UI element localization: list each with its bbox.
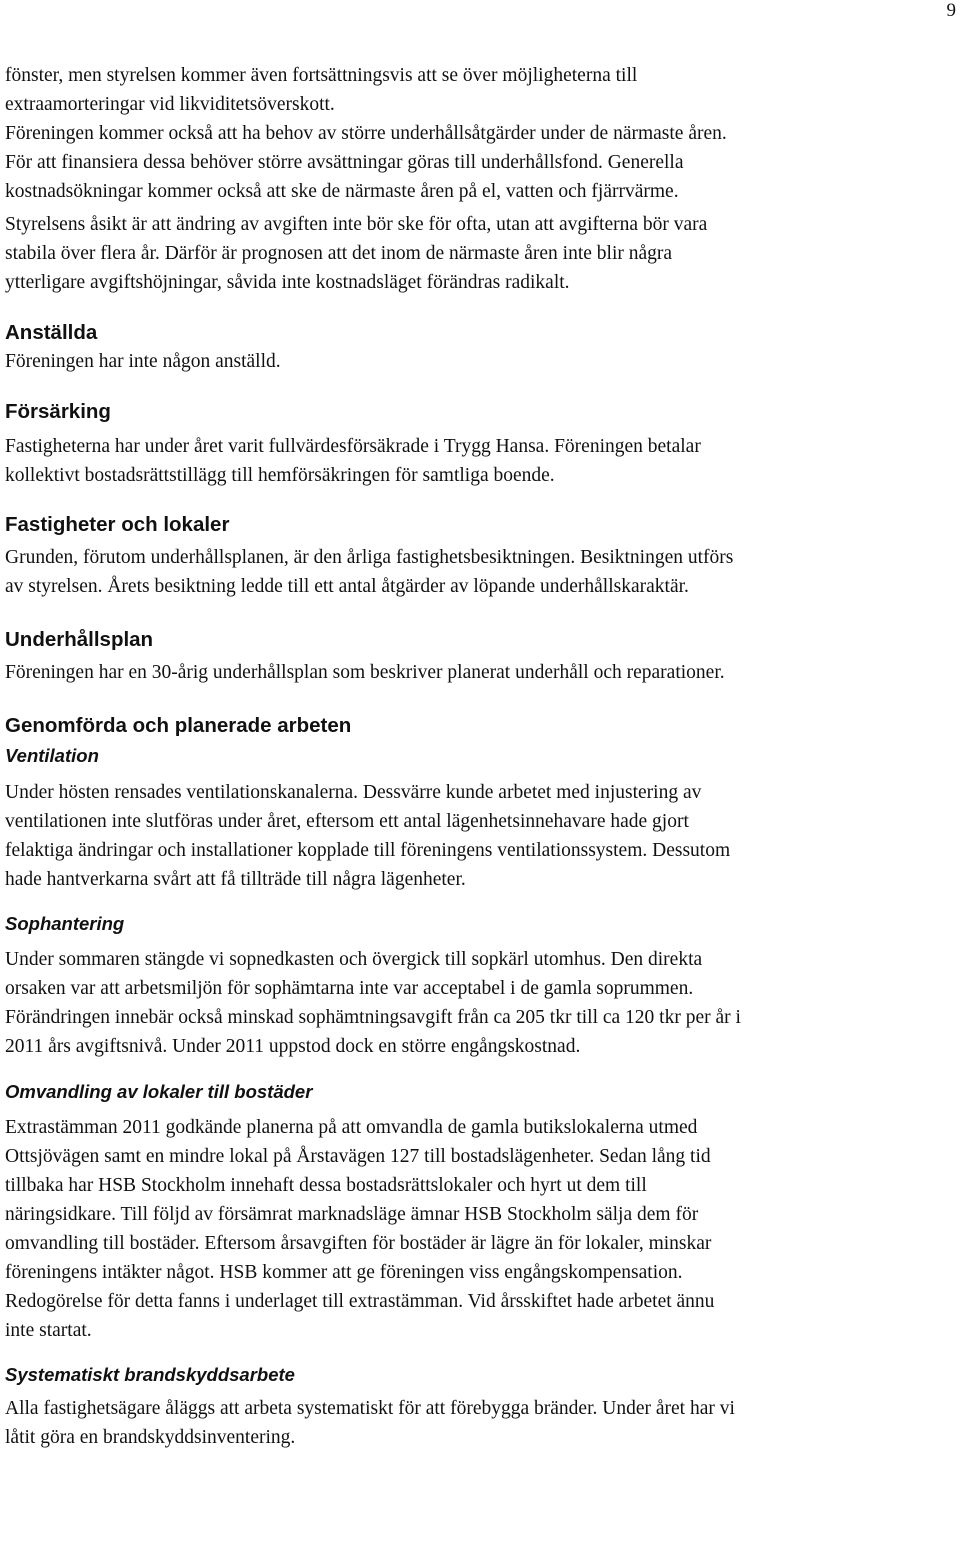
subsection-heading: Ventilation	[5, 745, 99, 766]
text-line: Alla fastighetsägare åläggs att arbeta systematiskt för att förebygga bränder. Under året har vi	[5, 1398, 735, 1419]
text-line: inte startat.	[5, 1320, 92, 1341]
text-line: Under hösten rensades ventilationskanalerna. Dessvärre kunde arbetet med injustering av	[5, 782, 702, 803]
paragraph-underhall	[5, 119, 957, 206]
subsection-brandskydd	[5, 1361, 957, 1452]
text-line: Grunden, förutom underhållsplanen, är den årliga fastighetsbesiktningen. Besiktningen utförs	[5, 547, 734, 568]
section-heading: Fastigheter och lokaler	[5, 513, 230, 536]
text-line: Styrelsens åsikt är att ändring av avgiften inte bör ske för ofta, utan att avgifterna bör vara	[5, 214, 708, 235]
text-line: ventilationen inte slutföras under året, eftersom ett antal lägenhetsinnehavare hade gjort	[5, 811, 689, 832]
text-line: orsaken var att arbetsmiljön för sophämtarna inte var acceptabel i de gamla soprummen.	[5, 978, 694, 999]
section-arbeten	[5, 711, 957, 1452]
text-line: Föreningen kommer också att ha behov av större underhållsåtgärder under de närmaste åren.	[5, 123, 727, 144]
text-line: Under sommaren stängde vi sopnedkasten och övergick till sopkärl utomhus. Den direkta	[5, 949, 703, 970]
subsection-heading: Sophantering	[5, 913, 125, 934]
text-line: tillbaka har HSB Stockholm innehaft dessa bostadsrättslokaler och hyrt ut dem till	[5, 1175, 647, 1196]
paragraph-avgifter	[5, 210, 957, 297]
text-line: För att finansiera dessa behöver större avsättningar göras till underhållsfond. Generella	[5, 152, 684, 173]
text-line: kollektivt bostadsrättstillägg till hemförsäkringen för samtliga boende.	[5, 465, 555, 486]
paragraph-amortering	[5, 61, 957, 119]
text-line: fönster, men styrelsen kommer även fortsättningsvis att se över möjligheterna till	[5, 65, 638, 86]
text-line: Föreningen har en 30-årig underhållsplan som beskriver planerat underhåll och reparationer.	[5, 662, 725, 683]
text-line: 2011 års avgiftsnivå. Under 2011 uppstod dock en större engångskostnad.	[5, 1036, 581, 1057]
text-line: felaktiga ändringar och installationer kopplade till föreningens ventilationssystem. Dessutom	[5, 840, 731, 861]
section-heading: Underhållsplan	[5, 628, 154, 651]
text-line: ytterligare avgiftshöjningar, såvida inte kostnadsläget förändras radikalt.	[5, 272, 570, 293]
text-line: föreningens intäkter något. HSB kommer att ge föreningen viss engångskompensation.	[5, 1262, 683, 1283]
text-line: kostnadsökningar kommer också att ske de närmaste åren på el, vatten och fjärrvärme.	[5, 181, 679, 202]
subsection-heading: Omvandling av lokaler till bostäder	[5, 1081, 313, 1102]
text-line: Föreningen har inte någon anställd.	[5, 351, 281, 372]
section-heading: Försärking	[5, 400, 111, 423]
section-anstallda	[5, 318, 957, 376]
section-heading: Anställda	[5, 321, 98, 344]
section-heading: Genomförda och planerade arbeten	[5, 714, 352, 737]
text-line: av styrelsen. Årets besiktning ledde till ett antal åtgärder av löpande underhållskaraktär.	[5, 576, 689, 597]
section-forsakring	[5, 397, 957, 490]
section-underhallsplan	[5, 625, 957, 687]
text-line: Förändringen innebär också minskad sophämtningsavgift från ca 205 tkr till ca 120 tkr per år i	[5, 1007, 741, 1028]
text-line: låtit göra en brandskyddsinventering.	[5, 1427, 296, 1448]
subsection-ventilation	[5, 742, 957, 894]
text-line: extraamorteringar vid likviditetsöverskott.	[5, 94, 335, 115]
text-line: hade hantverkarna svårt att få tillträde till några lägenheter.	[5, 869, 466, 890]
text-line: stabila över flera år. Därför är prognosen att det inom de närmaste åren inte blir några	[5, 243, 673, 264]
subsection-sophantering	[5, 910, 957, 1061]
subsection-omvandling	[5, 1078, 957, 1345]
text-line: näringsidkare. Till följd av försämrat marknadsläge ämnar HSB Stockholm sälja dem för	[5, 1204, 699, 1225]
text-line: Fastigheterna har under året varit fullvärdesförsäkrade i Trygg Hansa. Föreningen betalar	[5, 436, 701, 457]
text-line: Ottsjövägen samt en mindre lokal på Årstavägen 127 till bostadslägenheter. Sedan lång tid	[5, 1146, 711, 1167]
text-line: Extrastämman 2011 godkände planerna på att omvandla de gamla butikslokalerna utmed	[5, 1117, 698, 1138]
text-line: Redogörelse för detta fanns i underlaget till extrastämman. Vid årsskiftet hade arbetet ännu	[5, 1291, 715, 1312]
document-body	[5, 61, 957, 1452]
subsection-heading: Systematiskt brandskyddsarbete	[5, 1364, 295, 1385]
section-fastigheter	[5, 510, 957, 601]
page-number: 9	[946, 0, 956, 21]
text-line: omvandling till bostäder. Eftersom årsavgiften för bostäder är lägre än för lokaler, minskar	[5, 1233, 712, 1254]
